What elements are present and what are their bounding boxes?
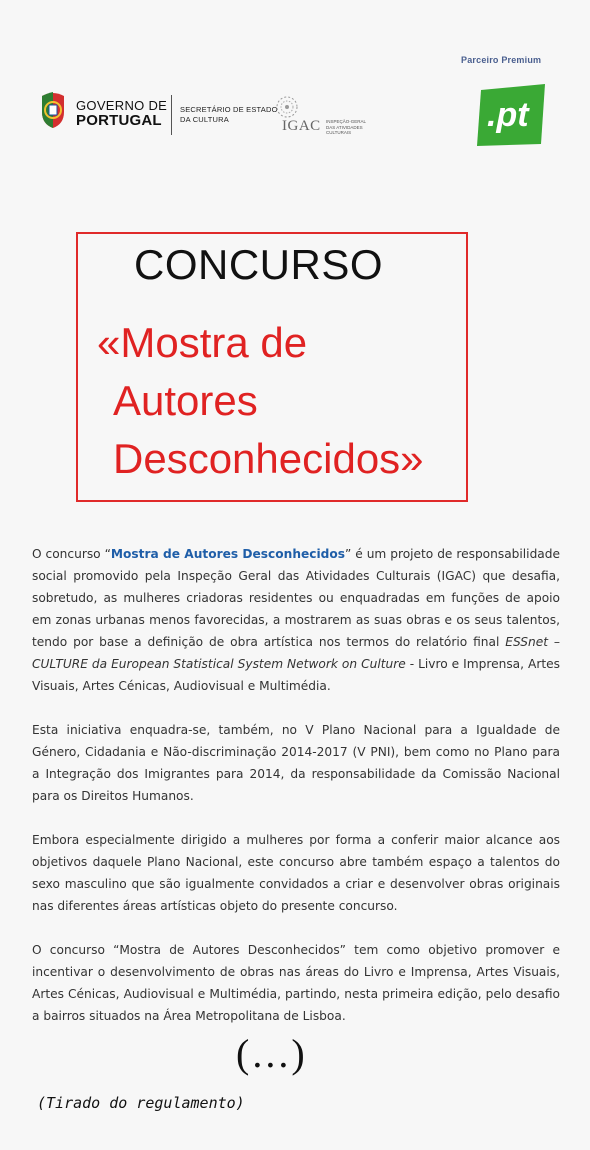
pt-logo-text: .pt bbox=[487, 96, 529, 134]
igac-subtitle bbox=[326, 119, 366, 136]
p1-body: ” é um projeto de responsabilidade social promovido pela Inspeção Geral das Atividades Culturais (IGAC) que desafia, sobretudo, as mulheres criadoras residentes ou enquadradas em funções de apoio em zonas urbanas menos favorecidas, a mostrarem as suas obras e os seus talentos, tendo por base a definição de obra artística nos termos do relatório final bbox=[32, 547, 561, 649]
secretary-of-state-label bbox=[180, 105, 278, 125]
contest-label: CONCURSO bbox=[134, 241, 384, 288]
pt-logo-icon bbox=[475, 82, 548, 148]
p1-intro: O concurso “ bbox=[32, 547, 111, 561]
source-note: (Tirado do regulamento) bbox=[37, 1094, 245, 1112]
secretary-line1: SECRETÁRIO DE ESTADO bbox=[180, 105, 278, 114]
paragraph-3: Embora especialmente dirigido a mulheres por forma a conferir maior alcance aos objetivos daquele Plano Nacional, este concurso abre também espaço a talentos do sexo masculino que são igualmente convidados a criar e desenvolver obras originais nas diferentes áreas artísticas objeto do presente concurso. bbox=[32, 833, 560, 913]
government-logo-text bbox=[76, 98, 167, 128]
paragraph-2: Esta iniciativa enquadra-se, também, no V Plano Nacional para a Igualdade de Género, Cidadania e Não-discriminação 2014-2017 (V PNI), bem como no Plano para a Integração dos Imigrantes para 2014, da responsabilidade da Comissão Nacional para os Direitos Humanos. bbox=[32, 723, 560, 803]
logo-divider bbox=[171, 95, 172, 135]
igac-logo-text: IGAC bbox=[282, 118, 321, 134]
article-body bbox=[32, 543, 560, 1049]
paragraph-1 bbox=[32, 543, 560, 697]
contest-title-line2: Autores bbox=[113, 377, 258, 424]
paragraph-4: O concurso “Mostra de Autores Desconhecidos” tem como objetivo promover e incentivar o desenvolvimento de obras nas áreas do Livro e Imprensa, Artes Visuais, Artes Cénicas, Audiovisual e Multimédia, partindo, nesta primeira edição, pelo desafio a bairros situados na Área Metropolitana de Lisboa. bbox=[32, 943, 560, 1023]
p1-report-title: ESSnet – CULTURE da European Statistical System Network on Culture bbox=[32, 635, 560, 671]
portugal-coat-of-arms-icon bbox=[38, 90, 68, 130]
partner-label: Parceiro Premium bbox=[461, 55, 542, 65]
gov-line1: GOVERNO DE bbox=[76, 98, 168, 113]
gov-line2: PORTUGAL bbox=[76, 112, 162, 129]
secretary-line2: DA CULTURA bbox=[180, 115, 229, 124]
continuation-ellipsis: (...) bbox=[236, 1031, 308, 1076]
igac-sub3: CULTURAIS bbox=[326, 130, 352, 135]
igac-sub1: INSPEÇÃO-GERAL bbox=[326, 119, 367, 124]
igac-swirl-icon bbox=[272, 94, 302, 120]
contest-name-highlight[interactable]: Mostra de Autores Desconhecidos bbox=[110, 547, 346, 561]
contest-title-line1: «Mostra de bbox=[97, 319, 308, 366]
p1-end: - Livro e Imprensa, Artes Visuais, Artes Cénicas, Audiovisual e Multimédia. bbox=[32, 657, 560, 693]
igac-sub2: DAS ATIVIDADES bbox=[326, 124, 363, 130]
pt-logo[interactable] bbox=[475, 82, 548, 148]
contest-title-line3: Desconhecidos» bbox=[113, 435, 424, 482]
